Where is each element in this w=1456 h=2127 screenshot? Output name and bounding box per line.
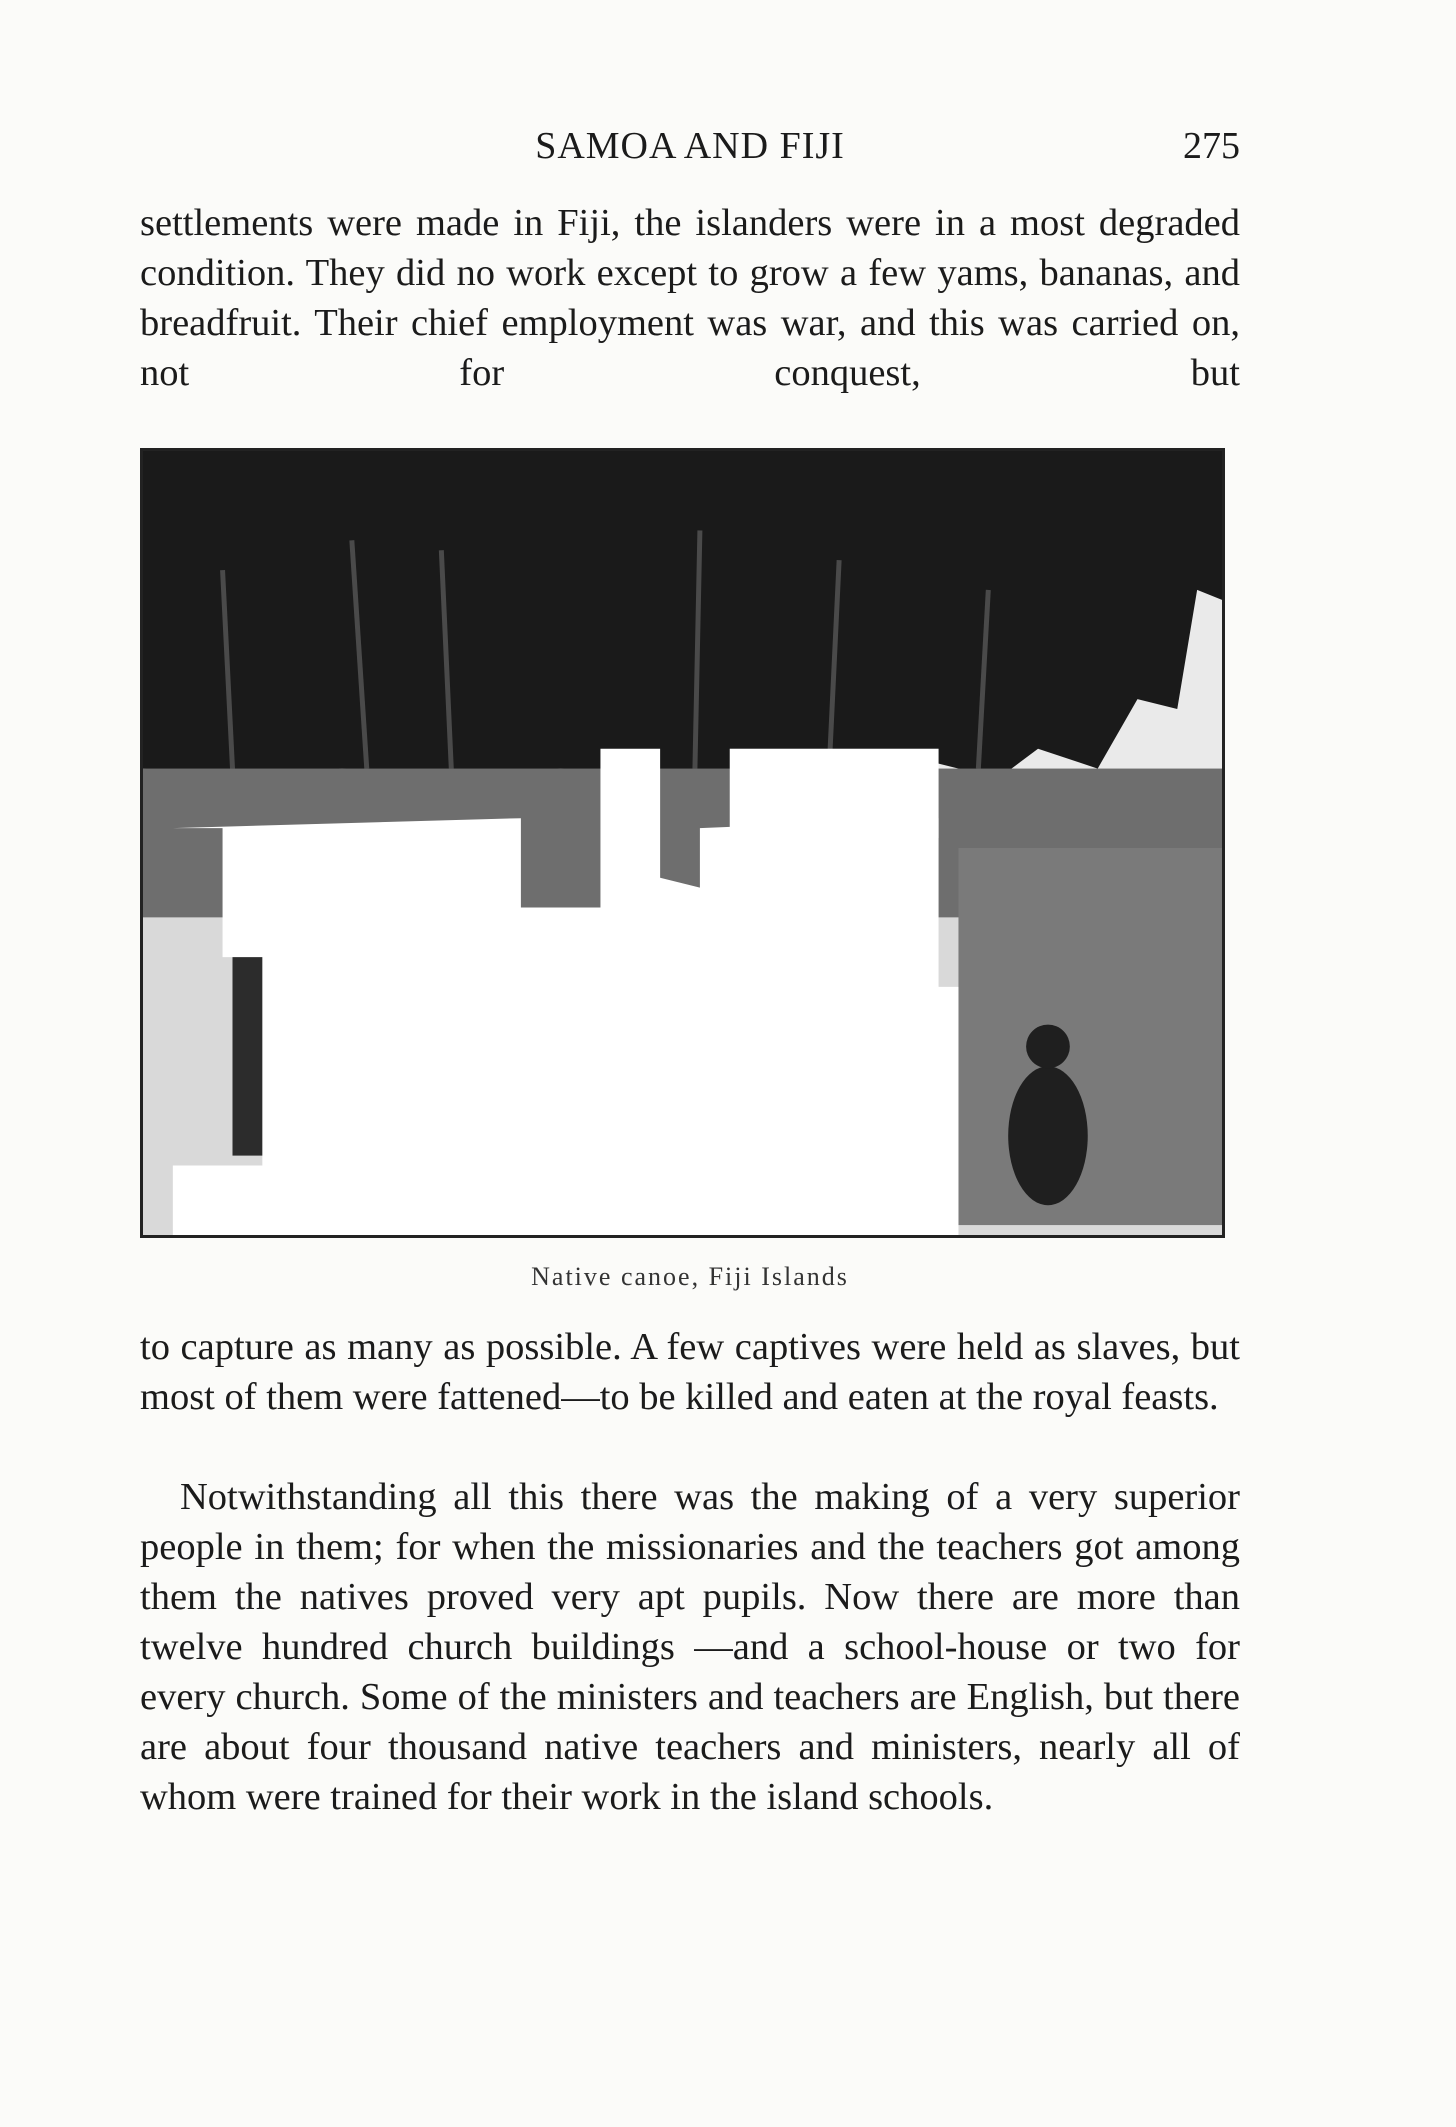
- figure-caption: Native canoe, Fiji Islands: [531, 1262, 849, 1291]
- photo-figure-head: [1026, 1025, 1070, 1069]
- paragraph-3: Notwithstanding all this there was the making of a very superior people in them; for when the missionaries and the teachers got among them the natives proved very apt pupils. Now there are more than twelve hundred church buildings —and a school-house or two for every church. Some of the ministers and teachers are English, but there are about four thousand native teachers and ministers, nearly all of whom were trained for their work in the island schools.: [140, 1476, 1240, 1818]
- photo-trees: [143, 451, 1222, 778]
- page-number: 275: [1183, 125, 1240, 167]
- photo-native-canoe: [140, 448, 1225, 1238]
- paragraph-1: settlements were made in Fiji, the islanders were in a most degraded condition. They did no work except to grow a few yams, bananas, and breadfruit. Their chief employment was war, and this was carried on, not for conquest, but: [140, 202, 1240, 394]
- photo-blank-top: [730, 749, 939, 838]
- paragraph-2: to capture as many as possible. A few captives were held as slaves, but most of them were fattened—to be killed and eaten at the royal feasts.: [140, 1326, 1240, 1418]
- page-header: [140, 120, 1240, 176]
- photo-seated-figure: [1008, 1066, 1088, 1205]
- running-head: SAMOA AND FIJI: [535, 125, 845, 167]
- photo-right-water: [958, 848, 1222, 1225]
- photo-illustration: [143, 451, 1222, 1235]
